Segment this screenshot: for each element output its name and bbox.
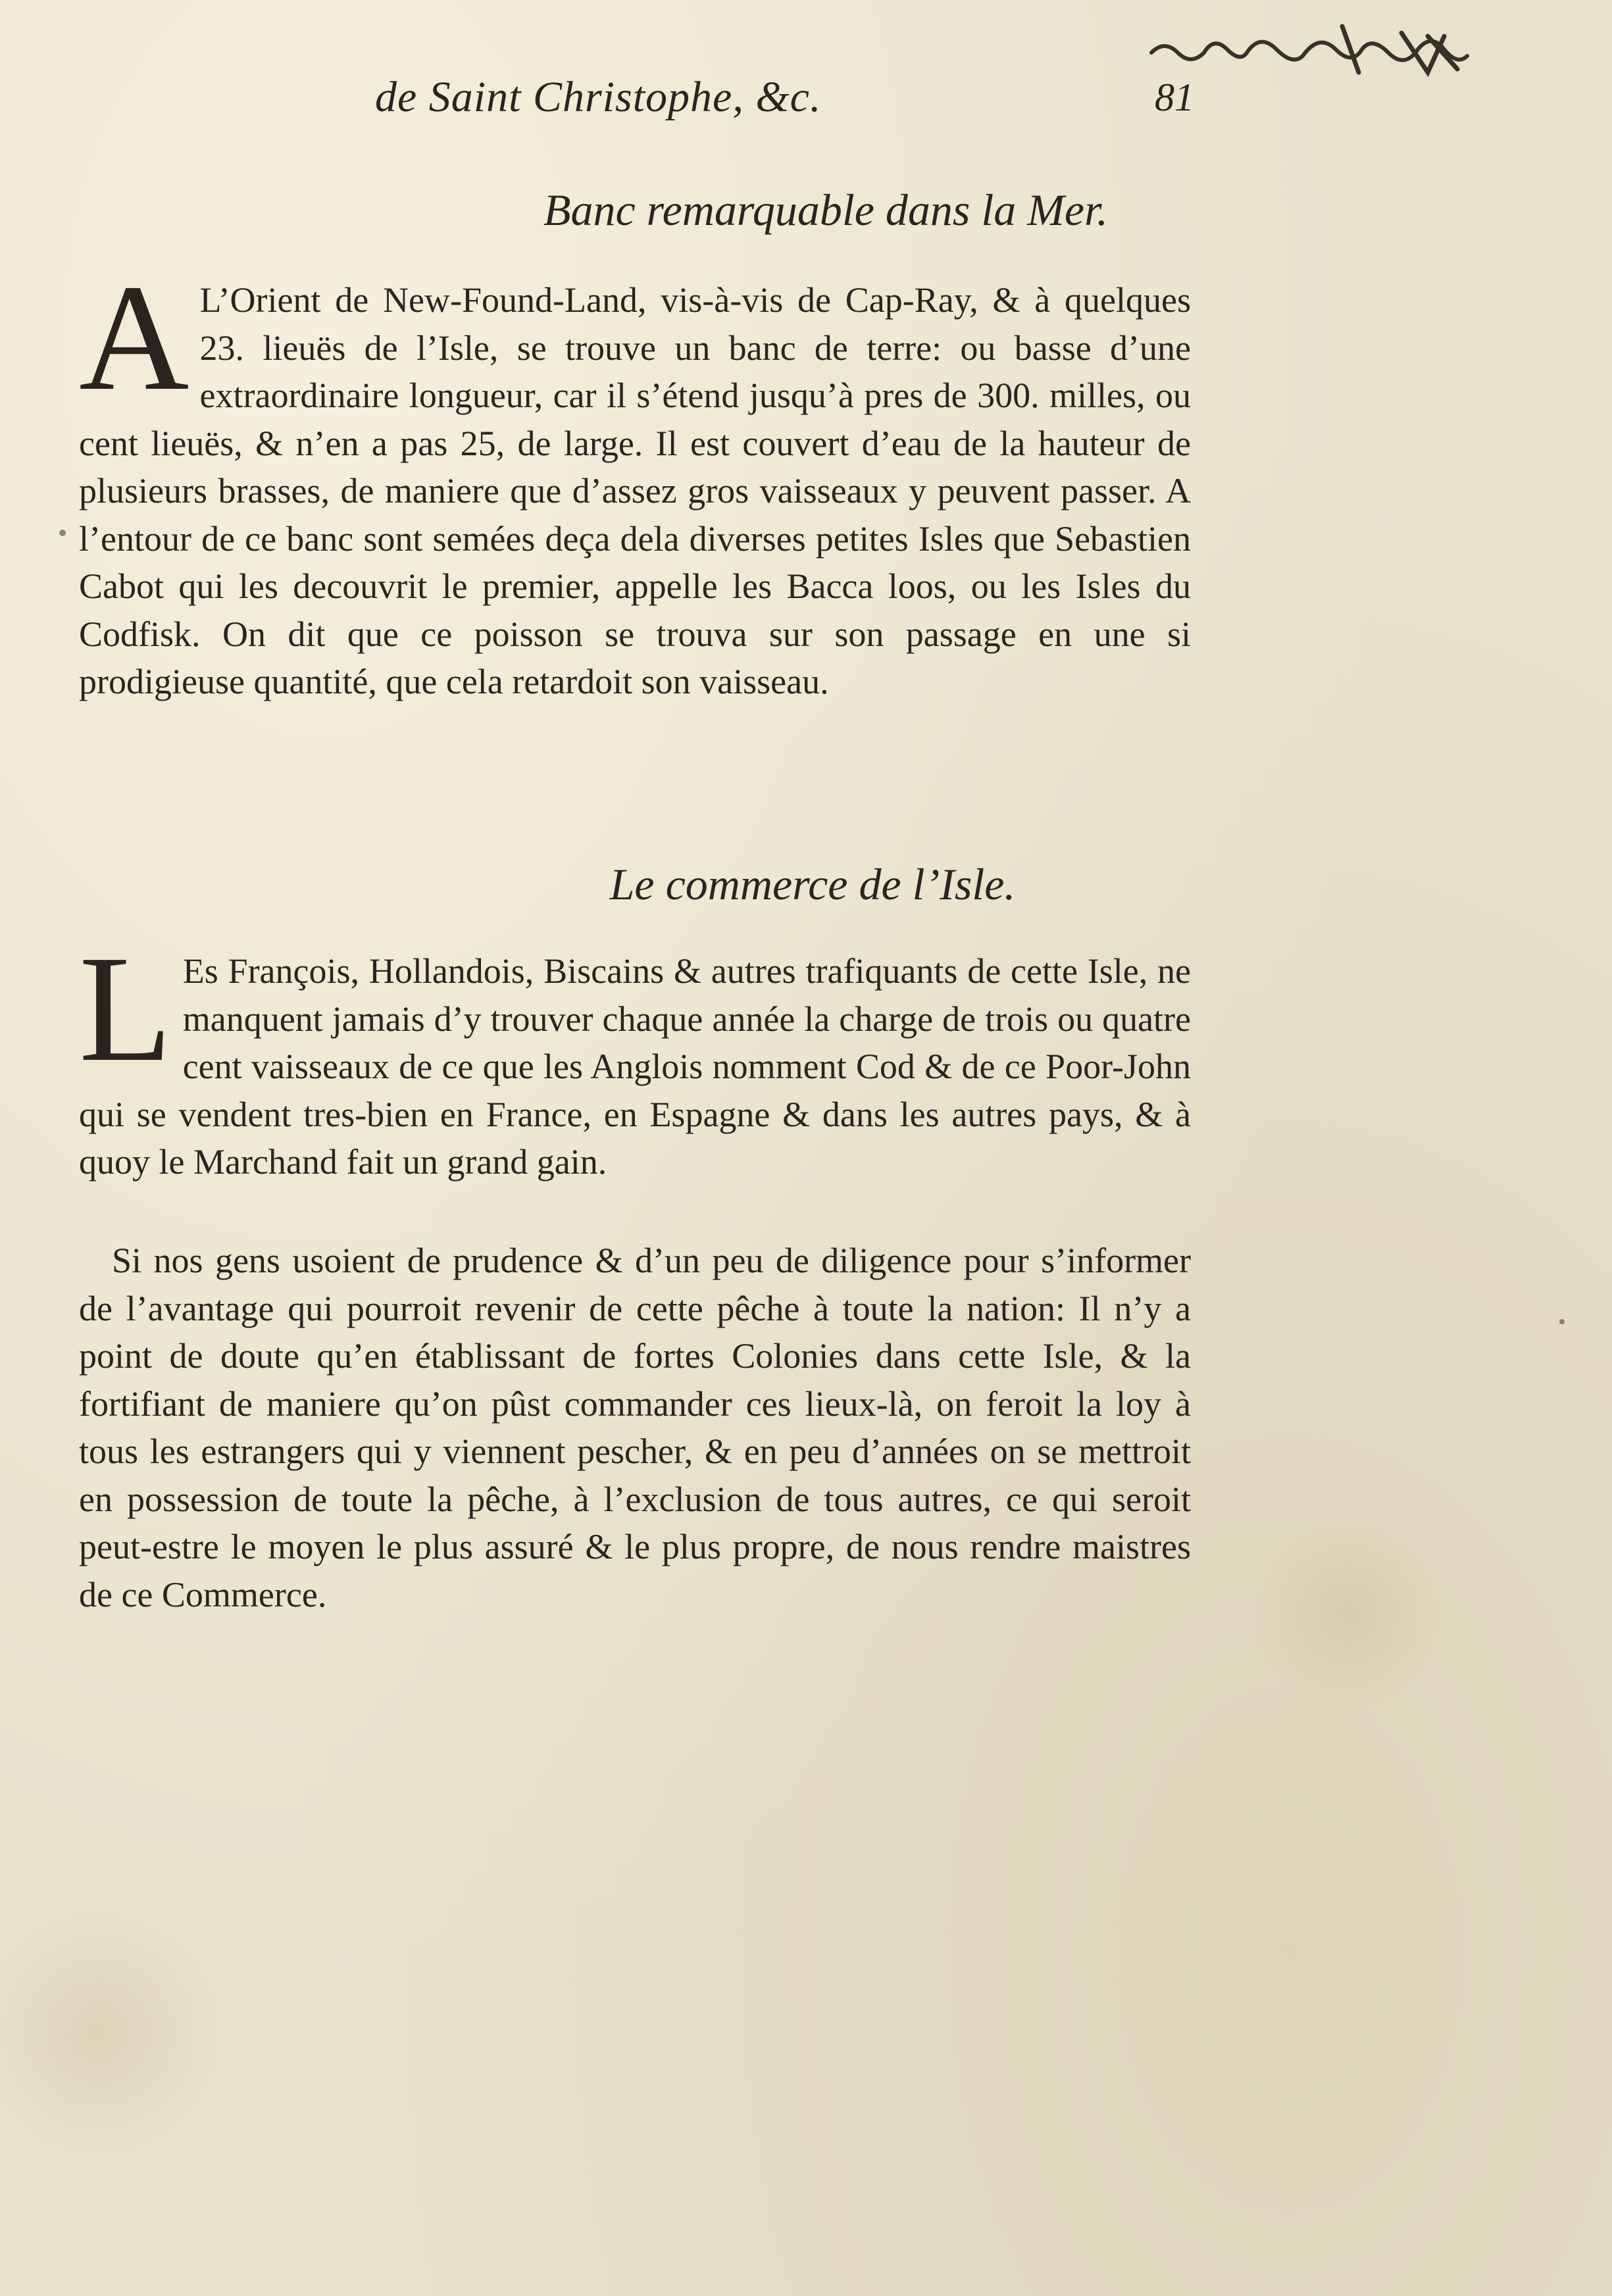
drop-cap: A	[79, 253, 189, 422]
paragraph-commerce-2: Si nos gens usoient de prudence & d’un peu de diligence pour s’informer de l’avantage qui pourroit revenir de cette pêche à toute la nation: Il n’y a point de doute qu’en établissant de fortes Colonies dans cette Isle, & la fortifiant de maniere qu’on pûst commander ces lieux-là, on feroit la loy à tous les estrangers qui y viennent pescher, & en peu d’années on se mettroit en possession de toute la pêche, à l’exclusion de tous autres, ce qui seroit peut-estre le moyen le plus assuré & le plus propre, de nous rendre maistres de ce Commerce.	[79, 1241, 1191, 1614]
paper-stain	[0, 1908, 237, 2158]
paragraph-text: Es François, Hollandois, Biscains & autres trafiquants de cette Isle, ne manquent jamais d’y trouver chaque année la charge de trois ou quatre cent vaisseaux de ce que les Anglois nomment Cod & de ce Poor-John qui se vendent tres-bien en France, en Espagne & dans les autres pays, & à quoy le Marchand fait un grand gain.	[79, 951, 1191, 1182]
section-heading-banc: Banc remarquable dans la Mer.	[543, 185, 1109, 235]
section-heading-commerce: Le commerce de l’Isle.	[609, 859, 1016, 909]
running-head	[86, 72, 1434, 138]
ink-speck	[1559, 1319, 1565, 1324]
ink-speck	[59, 530, 66, 536]
paragraph-banc	[79, 253, 1191, 706]
running-title: de Saint Christophe, &c.	[375, 73, 822, 121]
paragraph-commerce-1	[79, 924, 1191, 1186]
drop-cap: L	[79, 924, 172, 1093]
page-number: 81	[1155, 76, 1194, 119]
paper-stain	[1250, 1513, 1448, 1710]
paragraph-text: L’Orient de New-Found-Land, vis-à-vis de Cap-Ray, & à quelques 23. lieuës de l’Isle, se trouve un banc de terre: ou basse d’une extraordinaire longueur, car il s’étend jusqu’à pres de 300. milles, ou cent lieuës, & n’en a pas 25, de large. Il est couvert d’eau de la hauteur de plusieurs brasses, de maniere que d’assez gros vaisseaux y peuvent passer. A l’entour de ce banc sont semées deça dela diverses petites Isles que Sebastien Cabot qui les decouvrit le premier, appelle les Bacca loos, ou les Isles du Codfisk. On dit que ce poisson se trouva sur son passage en une si prodigieuse quantité, que cela retardoit son vaisseau.	[79, 280, 1191, 701]
